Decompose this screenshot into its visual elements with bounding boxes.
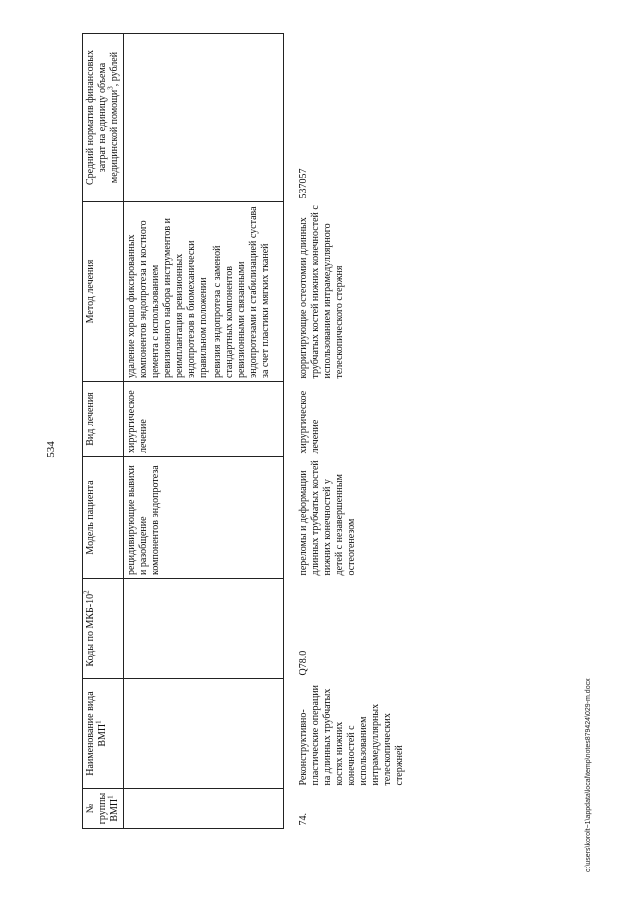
cell-treatment-method (124, 202, 284, 382)
table-row (124, 34, 284, 829)
method-item: ревизия эндопротеза с заменой стандартных компонентов ревизионными связанными эндопротезами и стабилизацией сустава за счет пластики мягких тканей (212, 206, 271, 378)
cell-vmp-name: Реконструктивно-пластические операции на длинных трубчатых костях нижних конечностей с использованием интрамедуллярных телескопических стержней (298, 684, 405, 786)
cell-icd-codes: Q78.0 (298, 650, 309, 676)
header-treatment-type: Вид лечения (83, 382, 124, 457)
header-vmp-name: Наименование вида ВМП$^1$ (83, 679, 124, 789)
cell-treatment-type: хирургическое лечение (124, 382, 284, 457)
header-cost: Средний норматив финансовых затрат на единицу объема медицинской помощи$^3$, рублей (83, 34, 124, 202)
cell-patient-model: рецидивирующие вывихи и разобщение компонентов эндопротеза (124, 457, 284, 579)
header-group-number: № группы ВМП$^1$ (83, 789, 124, 829)
header-treatment-method: Метод лечения (83, 202, 124, 382)
cell-group-number (124, 789, 284, 829)
page-number: 534 (45, 441, 57, 458)
rotated-sheet (40, 27, 600, 872)
cell-patient-model: переломы и деформации длинных трубчатых костей нижних конечностей у детей с незавершенным остеогенезом (298, 460, 357, 576)
vmp-table (82, 33, 408, 829)
table-row (284, 34, 409, 829)
header-patient-model: Модель пациента (83, 457, 124, 579)
method-item: удаление хорошо фиксированных компонентов эндопротеза и костного цемента с использованием ревизионного набора инструментов и реимплантация ревизионных эндопротезов в биомеханически правильном положении (126, 218, 209, 378)
cell-vmp-name (124, 679, 284, 789)
file-path-footer: c:\users\korolt~1\appdata\local\temp\notes879424\029-m.docx (585, 678, 592, 872)
cell-icd-codes (124, 579, 284, 679)
table-header-row (83, 34, 124, 829)
header-icd-codes: Коды по МКБ-$10^2$ (83, 579, 124, 679)
cell-group-number: 74. (298, 813, 309, 826)
cell-cost (124, 34, 284, 202)
cell-treatment-method: корригирующие остеотомии длинных трубчатых костей нижних конечностей с использованием интрамедуллярного телескопического стержня (298, 205, 345, 379)
cell-treatment-type: хирургическое лечение (298, 390, 321, 454)
cell-cost: 537057 (298, 168, 309, 199)
